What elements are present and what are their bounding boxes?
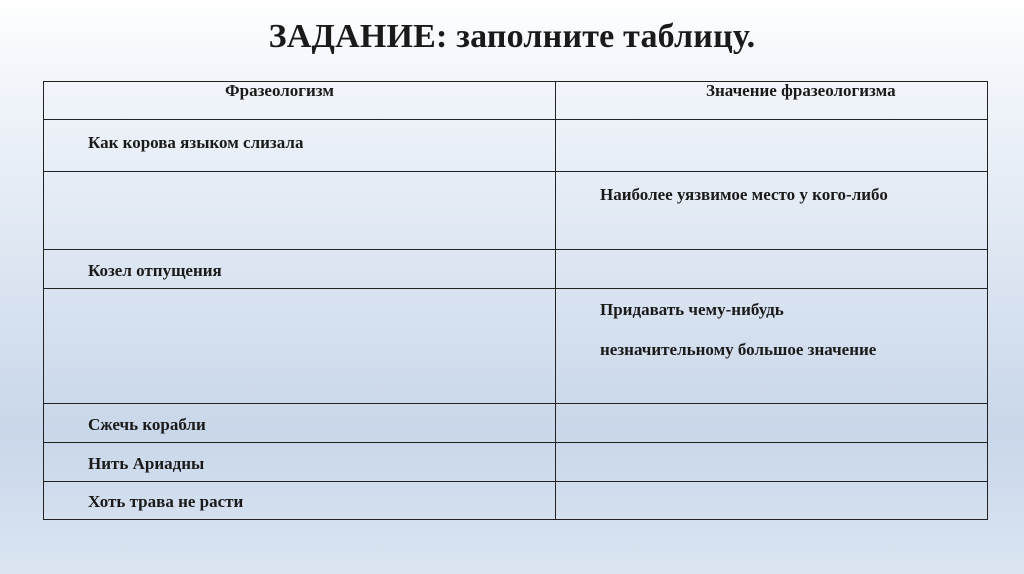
meaning-text [556, 443, 987, 457]
meaning-line-2: незначительному большое значение [600, 340, 877, 359]
meaning-cell[interactable] [556, 120, 988, 172]
meaning-text [556, 404, 987, 418]
meaning-text [556, 250, 987, 264]
meaning-text [556, 289, 987, 370]
meaning-cell[interactable] [556, 289, 988, 404]
meaning-text [556, 482, 987, 496]
phrase-text [44, 172, 555, 186]
column-header-meaning: Значение фразеологизма [556, 82, 988, 120]
table-row [44, 172, 988, 250]
meaning-cell[interactable] [556, 482, 988, 520]
phrase-text: Сжечь корабли [88, 415, 206, 434]
table-row [44, 120, 988, 172]
slide-title: ЗАДАНИЕ: заполните таблицу. [268, 18, 756, 55]
phrase-text: Как корова языком слизала [88, 133, 304, 152]
phrase-cell[interactable] [44, 443, 556, 482]
meaning-cell[interactable] [556, 172, 988, 250]
meaning-line-1: Придавать чему-нибудь [600, 300, 784, 319]
phrase-cell[interactable] [44, 120, 556, 172]
phrase-cell[interactable] [44, 289, 556, 404]
table-row [44, 250, 988, 289]
table-row [44, 443, 988, 482]
meaning-cell[interactable] [556, 443, 988, 482]
phrase-text: Хоть трава не расти [88, 492, 244, 511]
phrase-cell[interactable] [44, 250, 556, 289]
phrase-text: Козел отпущения [88, 261, 222, 280]
phrase-text: Нить Ариадны [88, 454, 205, 473]
column-header-phrase: Фразеологизм [44, 82, 556, 120]
table-header-row [44, 82, 988, 120]
phrase-cell[interactable] [44, 404, 556, 443]
phrase-cell[interactable] [44, 482, 556, 520]
phraseology-table [43, 81, 988, 520]
table-row [44, 482, 988, 520]
meaning-text [556, 120, 987, 134]
meaning-cell[interactable] [556, 404, 988, 443]
table-row [44, 404, 988, 443]
meaning-cell[interactable] [556, 250, 988, 289]
phrase-cell[interactable] [44, 172, 556, 250]
table-row [44, 289, 988, 404]
meaning-text: Наиболее уязвимое место у кого-либо [600, 185, 888, 204]
phrase-text [44, 289, 555, 303]
